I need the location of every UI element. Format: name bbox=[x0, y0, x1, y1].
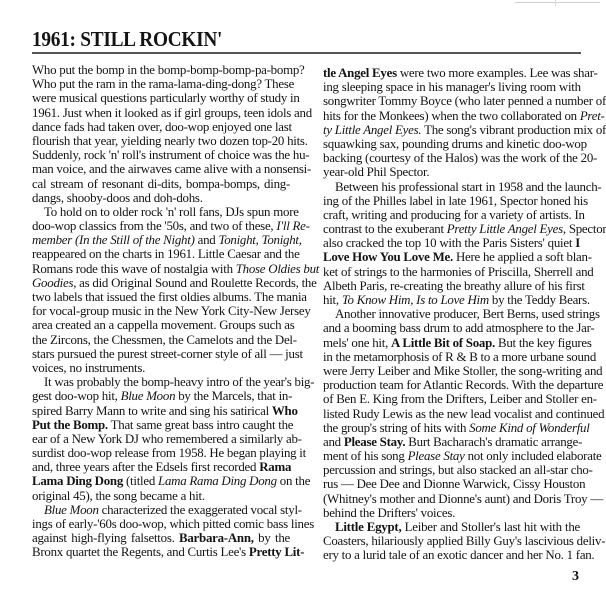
text-line bbox=[32, 460, 290, 474]
text-line bbox=[32, 517, 314, 531]
text-run: area created an a cappella movement. Groups such as bbox=[32, 318, 295, 333]
right-column bbox=[323, 66, 606, 563]
italic-title: Pret- bbox=[579, 108, 605, 123]
text-line bbox=[323, 321, 595, 336]
text-line bbox=[32, 417, 294, 432]
song-title-bold: Who bbox=[271, 403, 298, 418]
song-title-bold: Lama Ding Dong bbox=[32, 474, 124, 489]
song-title-bold: Put the Bomp. bbox=[32, 417, 108, 432]
text-run: behind the Drifters' voices. bbox=[323, 505, 456, 520]
text-line bbox=[32, 204, 299, 219]
song-title-bold: Please Stay. bbox=[343, 434, 406, 449]
text-line bbox=[32, 91, 300, 106]
text-run: doo-wop classics from the '50s, and two of these, bbox=[32, 219, 277, 234]
text-run: ear of a New York DJ who remembered a similarly ab- bbox=[32, 431, 302, 446]
text-run: the group's string of hits with bbox=[323, 420, 470, 435]
text-line bbox=[323, 278, 585, 293]
text-run: on the bbox=[276, 474, 311, 489]
text-line bbox=[323, 94, 606, 109]
text-run: ket of strings to the harmonies of Priscilla, Sherrell and bbox=[323, 264, 594, 279]
text-run: backing (courtesy of the Halos) was the work of the 20- bbox=[323, 151, 598, 166]
text-run: The song's vibrant production mix of bbox=[421, 122, 606, 137]
text-run: rus — Dee Dee and Dionne Warwick, Cissy Houston bbox=[323, 477, 586, 492]
text-line bbox=[32, 332, 297, 347]
text-run: To hold on to older rock 'n' roll fans, DJs spun more bbox=[44, 204, 299, 219]
italic-title: Some Kind of Wonderful bbox=[469, 420, 590, 435]
text-line bbox=[32, 120, 290, 134]
text-line bbox=[32, 105, 312, 120]
title-rule bbox=[32, 52, 581, 54]
song-title-bold: Rama bbox=[259, 460, 292, 475]
text-run: hits for the Monkees) when the two collaborated on bbox=[323, 108, 580, 123]
text-line bbox=[323, 193, 588, 208]
text-run: mels' one hit, bbox=[323, 335, 392, 350]
text-run: characterized the exaggerated vocal styl- bbox=[98, 502, 302, 517]
text-line bbox=[32, 431, 302, 446]
italic-title: Lama Rama Ding Dong bbox=[158, 474, 277, 489]
text-line bbox=[32, 177, 290, 191]
text-line bbox=[32, 148, 310, 163]
song-title-bold: Pretty Lit- bbox=[248, 545, 305, 560]
text-run: But the key figures bbox=[495, 335, 592, 350]
text-line bbox=[32, 77, 295, 92]
text-run: surdist doo-wop release from 1958. He began playing it bbox=[32, 446, 306, 461]
text-line bbox=[323, 222, 606, 237]
text-line bbox=[323, 378, 604, 393]
text-line bbox=[32, 261, 320, 276]
text-run: ing sleeping space in his manager's living room with bbox=[323, 80, 581, 95]
text-run: Suddenly, rock 'n' roll's instrument of choice was the hu- bbox=[32, 148, 310, 163]
song-title-bold: tle Angel Eyes bbox=[323, 66, 397, 80]
text-line bbox=[32, 304, 311, 319]
text-line bbox=[323, 236, 580, 250]
text-run: original 45), the song became a hit. bbox=[32, 488, 205, 503]
text-line bbox=[32, 275, 317, 290]
text-run: cal stream of resonant di-dits, bompa-bomps, ding- bbox=[32, 176, 290, 191]
text-line bbox=[323, 491, 603, 506]
text-line bbox=[323, 136, 587, 151]
text-run: spired Barry Mann to write and sing his satirical bbox=[32, 403, 272, 418]
text-run: dance fads had taken over, doo-wop enjoyed one last bbox=[32, 119, 292, 134]
song-title-bold: I bbox=[575, 236, 580, 251]
text-line bbox=[323, 307, 600, 322]
text-run: and bbox=[323, 434, 344, 449]
text-line bbox=[323, 449, 602, 464]
text-run: and a booming bass drum to add atmosphere to the Jar- bbox=[323, 321, 595, 336]
text-line bbox=[323, 207, 585, 222]
text-run: dangs, shooby-doos and doh-dohs. bbox=[32, 190, 203, 205]
text-line bbox=[323, 335, 592, 350]
text-line bbox=[323, 179, 602, 194]
italic-title: Blue Moon bbox=[120, 389, 176, 404]
text-line bbox=[323, 520, 580, 534]
italic-title: Tonight, Tonight, bbox=[218, 233, 302, 248]
text-line bbox=[323, 165, 580, 179]
text-run: contrast to the exuberant bbox=[323, 222, 447, 237]
text-run: It was probably the bomp-heavy intro of the year's big- bbox=[44, 375, 315, 390]
text-run: Burt Bacharach's dramatic arrange- bbox=[405, 434, 583, 449]
italic-title: To Know Him, Is to Love Him bbox=[341, 293, 489, 307]
italic-title: member (In the Still of the Night) bbox=[32, 233, 195, 248]
text-run: man voice, and the airwaves came alive with a nonsensi- bbox=[32, 162, 312, 177]
text-run: percussion and strings, but also stacked an all-star cho- bbox=[323, 463, 593, 478]
text-line bbox=[323, 406, 605, 421]
text-line bbox=[32, 375, 315, 390]
text-line bbox=[32, 346, 303, 361]
text-line bbox=[32, 531, 290, 545]
italic-title: Those Oldies but bbox=[235, 261, 320, 276]
text-line bbox=[32, 63, 305, 77]
text-line bbox=[32, 191, 290, 205]
text-line bbox=[323, 420, 590, 435]
text-line bbox=[323, 506, 580, 520]
italic-title: Goodies, bbox=[32, 275, 77, 290]
text-run: ings of early-'60s doo-wop, which pitted comic bass lines bbox=[32, 517, 314, 531]
text-line bbox=[323, 434, 583, 449]
text-line bbox=[32, 489, 290, 503]
scan-artifact-line bbox=[515, 2, 600, 3]
text-line bbox=[323, 66, 598, 80]
text-line bbox=[323, 264, 594, 279]
text-run: the Zircons, the Chessmen, the Camelots and the Del- bbox=[32, 332, 297, 347]
text-line bbox=[323, 463, 593, 478]
text-run: flourish that year, yielding nearly two dozen top-20 hits. bbox=[32, 133, 308, 148]
text-line bbox=[32, 133, 308, 148]
text-run: voices, no instruments. bbox=[32, 360, 146, 375]
text-line bbox=[323, 80, 580, 94]
text-line bbox=[323, 363, 603, 378]
song-title-bold: Little Egypt, bbox=[335, 520, 402, 534]
text-run: Coasters, hilariously applied Billy Guy's lascivious deliv- bbox=[323, 534, 606, 549]
left-column bbox=[32, 63, 320, 560]
text-line bbox=[32, 446, 306, 461]
italic-title: I'll Re- bbox=[276, 219, 310, 234]
text-line bbox=[323, 349, 597, 364]
text-run: ing of the Philles label in late 1961, Spector honed his bbox=[323, 193, 588, 208]
text-run: by the Marcels, that in- bbox=[175, 389, 293, 404]
song-title-bold: Barbara-Ann, bbox=[179, 531, 254, 546]
text-line bbox=[32, 389, 293, 404]
text-line bbox=[32, 361, 290, 375]
text-run: Spector bbox=[565, 222, 606, 237]
text-run: by the Teddy Bears. bbox=[488, 293, 590, 307]
text-line bbox=[323, 534, 606, 549]
text-line bbox=[32, 502, 302, 517]
text-line bbox=[323, 250, 592, 265]
text-run: squawking sax, pounding drums and kinetic doo-wop bbox=[323, 136, 587, 151]
text-run: Who put the ram in the rama-lama-ding-dong? These bbox=[32, 77, 295, 92]
text-run: (titled bbox=[123, 474, 159, 489]
text-run: Romans rode this wave of nostalgia with bbox=[32, 261, 236, 276]
text-line bbox=[32, 233, 302, 248]
text-run: production team for Atlantic Records. With the departure bbox=[323, 378, 604, 393]
text-line bbox=[32, 219, 310, 234]
text-line bbox=[32, 403, 298, 418]
text-run: Here he applied a soft blan- bbox=[452, 250, 592, 265]
text-run: year-old Phil Spector. bbox=[323, 165, 430, 180]
text-run: Who put the bomp in the bomp-bomp-bomp-pa-bomp? bbox=[32, 63, 305, 77]
text-run: ery to a lurid tale of an exotic dancer and her No. 1 fan. bbox=[323, 548, 595, 563]
text-line bbox=[323, 548, 595, 563]
italic-title: Please Stay bbox=[407, 449, 465, 464]
text-run: ment of his song bbox=[323, 449, 408, 464]
italic-title: Blue Moon bbox=[44, 502, 99, 517]
text-line bbox=[323, 293, 590, 307]
song-title-bold: A Little Bit of Soap. bbox=[391, 335, 495, 350]
text-run: songwriter Tommy Boyce (who later penned a number of bbox=[323, 94, 606, 109]
song-title-bold: Love How You Love Me. bbox=[323, 250, 453, 265]
text-run: by the bbox=[253, 531, 290, 546]
text-run: 1961. Just when it looked as if girl groups, teen idols and bbox=[32, 105, 312, 120]
text-line bbox=[32, 318, 295, 333]
text-line bbox=[323, 392, 597, 407]
italic-title: ty Little Angel Eyes. bbox=[323, 122, 422, 137]
text-line bbox=[32, 545, 305, 560]
text-line bbox=[323, 122, 606, 137]
text-run: in the metamorphosis of R & B to a more urbane sound bbox=[323, 349, 597, 364]
text-run: were Jerry Leiber and Mike Stoller, the song-writing and bbox=[323, 363, 603, 378]
text-run: as did Original Sound and Roulette Records, the bbox=[76, 275, 317, 290]
italic-title: Pretty Little Angel Eyes, bbox=[446, 222, 566, 237]
text-run: and, three years after the Edsels first recorded bbox=[32, 460, 260, 475]
text-line bbox=[32, 247, 300, 262]
text-line bbox=[323, 477, 586, 492]
text-run: of Ben E. King from the Drifters, Leiber and Stoller en- bbox=[323, 392, 597, 407]
text-run: were musical questions particularly worthy of study in bbox=[32, 91, 300, 106]
text-line bbox=[323, 151, 598, 166]
text-run: reappeared on the charts in 1961. Little Caesar and the bbox=[32, 247, 300, 262]
text-run: Leiber and Stoller's last hit with the bbox=[401, 520, 580, 534]
text-run: Albeth Paris, re-creating the breathy allure of his first bbox=[323, 278, 585, 293]
text-run: two labels that issued the first oldies albums. The mania bbox=[32, 290, 307, 304]
page-title: 1961: STILL ROCKIN' bbox=[32, 27, 223, 51]
text-run: were two more examples. Lee was shar- bbox=[396, 66, 598, 80]
text-run: That same great bass intro caught the bbox=[107, 417, 294, 432]
text-run: (Whitney's mother and Dionne's aunt) and Doris Troy — bbox=[323, 491, 603, 506]
text-line bbox=[32, 474, 311, 489]
page-number: 3 bbox=[572, 569, 579, 584]
text-run: and bbox=[194, 233, 219, 248]
text-run: not only included elaborate bbox=[464, 449, 602, 464]
text-run: listed Rudy Lewis as the new lead vocalist and continued bbox=[323, 406, 605, 421]
text-run: craft, writing and producing for a variety of artists. In bbox=[323, 207, 585, 222]
text-run: stars pursued the purest street-corner style of all — just bbox=[32, 346, 303, 361]
text-run: Bronx quartet the Regents, and Curtis Lee's bbox=[32, 545, 249, 560]
text-run: against high-flying falsettos. bbox=[32, 531, 180, 546]
scan-artifact-tick bbox=[555, 0, 556, 6]
text-run: hit, bbox=[323, 293, 342, 307]
text-line bbox=[32, 290, 307, 304]
text-line bbox=[32, 162, 312, 177]
text-run: Another innovative producer, Bert Berns, used strings bbox=[335, 307, 600, 322]
text-run: Between his professional start in 1958 and the launch- bbox=[335, 179, 602, 194]
text-line bbox=[323, 108, 605, 123]
text-run: gest doo-wop hit, bbox=[32, 389, 121, 404]
text-run: also cracked the top 10 with the Paris Sisters' quiet bbox=[323, 236, 576, 251]
text-run: for vocal-group music in the New York City-New Jersey bbox=[32, 304, 311, 319]
